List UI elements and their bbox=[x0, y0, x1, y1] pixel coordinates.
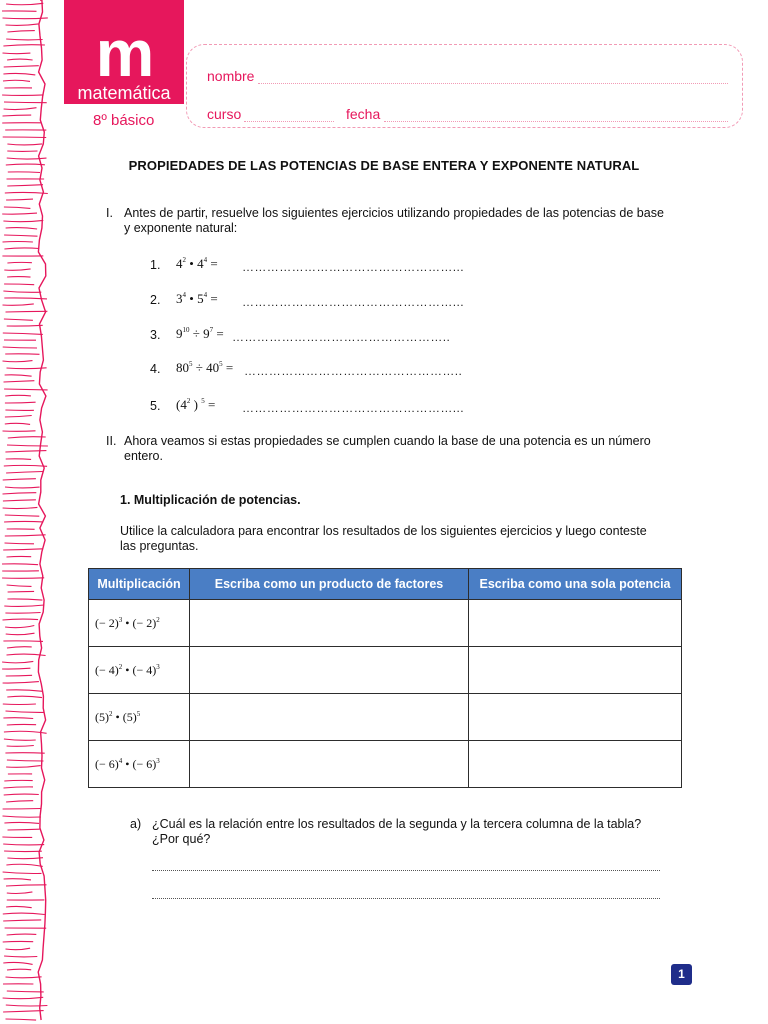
strip-scribble-line bbox=[7, 59, 32, 60]
strip-scribble-line bbox=[3, 997, 44, 998]
table-row bbox=[89, 694, 682, 741]
strip-scribble-line bbox=[4, 780, 32, 781]
strip-scribble-line bbox=[3, 291, 41, 292]
exercise-number: 5. bbox=[150, 399, 161, 413]
strip-scribble-line bbox=[4, 235, 37, 236]
strip-scribble-line bbox=[4, 207, 31, 208]
table-row bbox=[89, 741, 682, 788]
single-power-input[interactable] bbox=[469, 741, 682, 788]
header-multiplicacion: Multiplicación bbox=[89, 569, 190, 600]
answer-line-2[interactable] bbox=[152, 898, 660, 899]
strip-scribble-line bbox=[3, 844, 44, 845]
section2-numeral: II. bbox=[106, 434, 117, 448]
strip-scribble-line bbox=[2, 564, 38, 565]
strip-scribble-line bbox=[7, 325, 43, 326]
exercise-answer-line[interactable]: …………………………………………….. bbox=[232, 330, 451, 344]
product-factors-input[interactable] bbox=[190, 647, 469, 694]
single-power-input[interactable] bbox=[469, 694, 682, 741]
strip-scribble-line bbox=[5, 192, 48, 193]
strip-scribble-line bbox=[6, 690, 42, 692]
strip-scribble-line bbox=[6, 906, 32, 907]
strip-scribble-line bbox=[7, 445, 48, 446]
product-factors-input[interactable] bbox=[190, 741, 469, 788]
strip-scribble-line bbox=[3, 53, 31, 54]
strip-scribble-line bbox=[4, 389, 48, 390]
exercise-expression: $3^4$ • $5^4$ = bbox=[176, 291, 218, 306]
strip-scribble-line bbox=[2, 661, 33, 662]
strip-scribble-line bbox=[4, 298, 47, 299]
strip-scribble-line bbox=[8, 591, 34, 592]
strip-scribble-line bbox=[3, 73, 35, 74]
strip-scribble-line bbox=[7, 654, 46, 655]
strip-scribble-line bbox=[7, 696, 42, 697]
strip-scribble-line bbox=[6, 675, 32, 676]
strip-scribble-line bbox=[4, 739, 36, 740]
strip-scribble-line bbox=[3, 45, 45, 46]
strip-scribble-line bbox=[4, 248, 39, 249]
strip-scribble-line bbox=[3, 304, 34, 305]
strip-scribble-line bbox=[7, 277, 30, 278]
strip-scribble-line bbox=[7, 585, 32, 586]
exercise-answer-line[interactable]: ……………………………………………... bbox=[242, 295, 465, 309]
curso-label: curso bbox=[207, 106, 242, 122]
strip-scribble-line bbox=[6, 3, 43, 4]
nombre-field[interactable] bbox=[258, 83, 728, 84]
single-power-input[interactable] bbox=[469, 600, 682, 647]
strip-scribble-line bbox=[7, 31, 34, 32]
header-producto-factores: Escriba como un producto de factores bbox=[190, 569, 469, 600]
strip-scribble-line bbox=[4, 465, 47, 466]
strip-scribble-line bbox=[6, 472, 43, 474]
exercise-number: 3. bbox=[150, 328, 161, 342]
strip-scribble-line bbox=[5, 613, 40, 614]
grade-label: 8º básico bbox=[93, 112, 155, 129]
strip-scribble-line bbox=[3, 718, 33, 719]
strip-scribble-line bbox=[3, 361, 33, 362]
strip-scribble-line bbox=[7, 599, 42, 600]
curso-field[interactable] bbox=[244, 121, 334, 122]
strip-scribble-line bbox=[7, 647, 32, 648]
strip-scribble-line bbox=[3, 431, 36, 432]
strip-scribble-line bbox=[6, 39, 42, 40]
strip-scribble-line bbox=[5, 626, 34, 628]
strip-scribble-line bbox=[5, 395, 31, 396]
strip-scribble-line bbox=[3, 220, 43, 221]
multiplication-cell: (− 4)$^2$ • (− 4)$^3$ bbox=[89, 647, 190, 694]
question-a-text: ¿Cuál es la relación entre los resultados de la segunda y la tercera columna de la tabla? ¿Por qué? bbox=[152, 817, 642, 846]
strip-scribble-line bbox=[6, 1019, 37, 1020]
strip-scribble-line bbox=[7, 262, 32, 263]
strip-scribble-line bbox=[3, 641, 43, 642]
multiplication-cell: (− 2)$^3$ • (− 2)$^2$ bbox=[89, 600, 190, 647]
fecha-label: fecha bbox=[346, 106, 381, 122]
exercise-answer-line[interactable]: ……………………………………………... bbox=[242, 260, 465, 274]
strip-scribble-line bbox=[6, 864, 42, 866]
strip-scribble-line bbox=[6, 311, 48, 312]
strip-scribble-line bbox=[7, 185, 43, 186]
strip-scribble-line bbox=[6, 885, 47, 886]
strip-scribble-line bbox=[3, 913, 45, 914]
page-number-badge: 1 bbox=[671, 964, 692, 985]
strip-scribble-line bbox=[3, 18, 48, 19]
strip-scribble-line bbox=[4, 521, 43, 522]
exercise-expression: $9^{10} \div 9^7$ = bbox=[176, 326, 224, 341]
strip-scribble-line bbox=[7, 724, 36, 725]
strip-scribble-line bbox=[2, 95, 44, 96]
strip-scribble-line bbox=[3, 962, 32, 964]
strip-scribble-line bbox=[3, 619, 39, 620]
strip-scribble-line bbox=[8, 829, 40, 830]
strip-scribble-line bbox=[3, 1011, 44, 1012]
strip-scribble-line bbox=[5, 375, 32, 376]
strip-scribble-line bbox=[4, 66, 39, 67]
exercise-expression: $4^2$ • $4^4$ = bbox=[176, 256, 218, 271]
strip-scribble-line bbox=[3, 500, 36, 501]
multiplication-table bbox=[88, 568, 682, 788]
logo-word: matemática bbox=[77, 83, 171, 103]
strip-scribble-line bbox=[5, 402, 36, 403]
exercise-number: 1. bbox=[150, 258, 161, 272]
strip-vertical-line bbox=[38, 0, 46, 1020]
exercise-answer-line[interactable]: …………………………………………….. bbox=[244, 364, 463, 378]
strip-scribble-line bbox=[3, 242, 33, 243]
strip-scribble-line bbox=[3, 920, 41, 921]
strip-scribble-line bbox=[6, 977, 42, 978]
strip-scribble-line bbox=[3, 872, 42, 874]
student-info-box bbox=[186, 44, 743, 128]
nombre-label: nombre bbox=[207, 68, 255, 84]
strip-scribble-line bbox=[3, 682, 39, 683]
strip-scribble-line bbox=[7, 746, 34, 747]
strip-scribble-line bbox=[7, 556, 32, 557]
strip-scribble-line bbox=[4, 822, 39, 823]
strip-scribble-line bbox=[3, 115, 32, 116]
strip-scribble-line bbox=[4, 956, 37, 957]
section1-numeral: I. bbox=[106, 206, 113, 220]
table-body bbox=[89, 600, 682, 788]
strip-scribble-line bbox=[6, 1005, 48, 1006]
strip-scribble-line bbox=[4, 381, 35, 382]
product-factors-input[interactable] bbox=[190, 600, 469, 647]
multiplication-cell: (− 6)$^4$ • (− 6)$^3$ bbox=[89, 741, 190, 788]
strip-scribble-line bbox=[3, 347, 37, 348]
fecha-field[interactable] bbox=[384, 121, 728, 122]
logo-letter: m bbox=[95, 16, 153, 90]
strip-scribble-line bbox=[5, 543, 35, 544]
exercise-number: 4. bbox=[150, 362, 161, 376]
decorative-margin-strip bbox=[0, 0, 58, 1024]
section2-instruction: Ahora veamos si estas propiedades se cumplen cuando la base de una potencia es un número entero. bbox=[124, 434, 651, 463]
strip-scribble-line bbox=[4, 787, 34, 788]
strip-scribble-line bbox=[3, 507, 38, 508]
strip-scribble-line bbox=[5, 423, 30, 424]
section1-instruction: Antes de partir, resuelve los siguientes ejercicios utilizando propiedades de las potencias de base y exponente natural: bbox=[124, 206, 664, 235]
strip-scribble-line bbox=[8, 437, 46, 438]
strip-scribble-line bbox=[4, 851, 42, 852]
calc-instruction: Utilice la calculadora para encontrar los resultados de los siguientes ejercicios y luego conteste las preguntas. bbox=[120, 524, 647, 553]
strip-scribble-line bbox=[4, 319, 33, 320]
strip-scribble-line bbox=[3, 816, 41, 817]
strip-scribble-line bbox=[3, 549, 43, 550]
header-sola-potencia: Escriba como una sola potencia bbox=[469, 569, 682, 600]
strip-scribble-line bbox=[2, 668, 30, 669]
question-a-label: a) bbox=[130, 817, 142, 831]
table-header-row bbox=[89, 569, 682, 600]
strip-scribble-line bbox=[2, 213, 37, 214]
strip-scribble-line bbox=[5, 515, 40, 516]
strip-scribble-line bbox=[3, 809, 41, 810]
strip-scribble-line bbox=[4, 102, 47, 103]
exercise-expression: $80^5 \div 40^5$ = bbox=[176, 360, 234, 375]
strip-scribble-line bbox=[3, 493, 37, 494]
strip-scribble-line bbox=[3, 137, 47, 138]
strip-scribble-line bbox=[7, 969, 31, 970]
strip-scribble-line bbox=[7, 368, 47, 369]
strip-scribble-line bbox=[7, 934, 37, 935]
strip-scribble-line bbox=[3, 479, 36, 480]
strip-scribble-line bbox=[7, 991, 44, 992]
strip-scribble-line bbox=[7, 144, 42, 145]
strip-scribble-line bbox=[7, 760, 44, 761]
strip-scribble-line bbox=[6, 228, 37, 229]
strip-scribble-line bbox=[3, 704, 36, 705]
worksheet-title: PROPIEDADES DE LAS POTENCIAS DE BASE ENTERA Y EXPONENTE NATURAL bbox=[128, 158, 640, 173]
strip-scribble-line bbox=[4, 605, 44, 606]
strip-scribble-line bbox=[6, 24, 39, 26]
strip-scribble-line bbox=[4, 794, 39, 795]
subheading-multiplicacion: 1. Multiplicación de potencias. bbox=[120, 493, 301, 507]
answer-line-1[interactable] bbox=[152, 870, 660, 871]
strip-scribble-line bbox=[5, 753, 44, 754]
single-power-input[interactable] bbox=[469, 647, 682, 694]
strip-scribble-line bbox=[6, 199, 33, 200]
exercise-expression: ($4^2$ ) $^5$ = bbox=[176, 397, 216, 412]
strip-scribble-line bbox=[2, 578, 44, 579]
strip-scribble-line bbox=[4, 269, 30, 270]
strip-scribble-line bbox=[4, 879, 31, 880]
strip-scribble-line bbox=[6, 766, 41, 768]
strip-scribble-line bbox=[7, 892, 33, 894]
strip-scribble-line bbox=[5, 535, 46, 536]
strip-scribble-line bbox=[6, 948, 31, 950]
strip-scribble-line bbox=[5, 416, 32, 418]
strip-scribble-line bbox=[7, 858, 43, 859]
multiplication-cell: $(5)^2$ • $(5)^5$ bbox=[89, 694, 190, 741]
strip-scribble-line bbox=[6, 633, 35, 635]
table-row bbox=[89, 600, 682, 647]
product-factors-input[interactable] bbox=[190, 694, 469, 741]
strip-scribble-line bbox=[4, 108, 37, 110]
exercise-number: 2. bbox=[150, 293, 161, 307]
strip-scribble-line bbox=[6, 711, 44, 712]
strip-scribble-line bbox=[5, 487, 40, 488]
strip-scribble-line bbox=[4, 284, 34, 285]
strip-scribble-line bbox=[6, 801, 33, 802]
table-row bbox=[89, 647, 682, 694]
exercise-answer-line[interactable]: ……………………………………………... bbox=[242, 401, 465, 415]
strip-scribble-line bbox=[6, 459, 31, 460]
strip-scribble-line bbox=[3, 941, 34, 942]
strip-scribble-line bbox=[3, 333, 43, 334]
strip-scribble-line bbox=[3, 80, 30, 81]
